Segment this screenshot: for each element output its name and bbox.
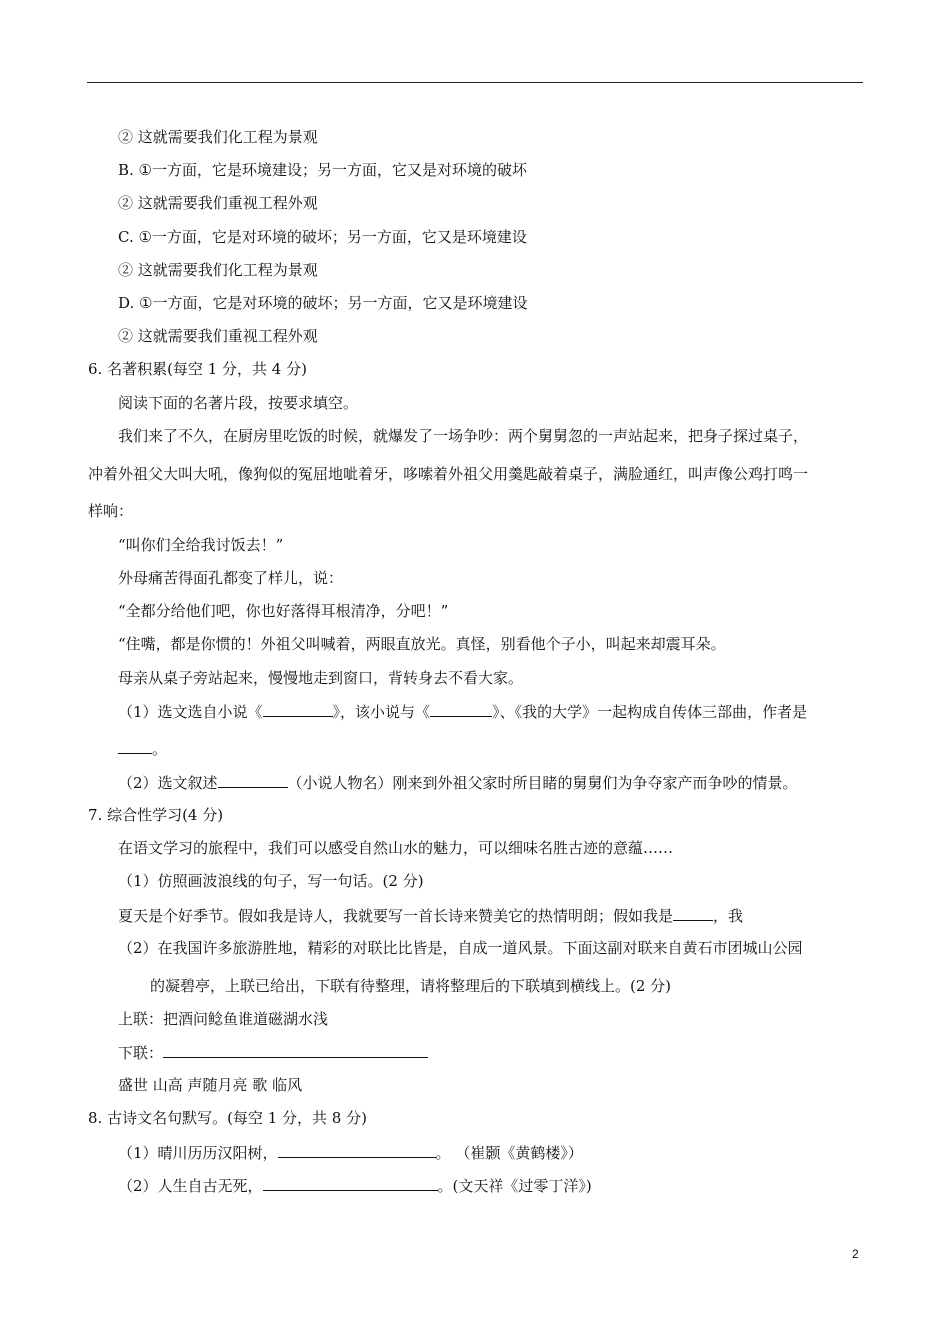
lingdingyang-blank[interactable] xyxy=(263,1175,438,1191)
q7-upper-couplet: 上联：把酒问鲶鱼谁道磁湖水浅 xyxy=(118,1010,329,1028)
q6-sub1-text-b: 》，该小说与《 xyxy=(332,703,431,721)
header-rule xyxy=(87,82,863,83)
lower-couplet-blank[interactable] xyxy=(163,1042,428,1058)
q7-sub2-line2: 的凝碧亭，上联已给出，下联有待整理，请将整理后的下联填到横线上。(2 分) xyxy=(150,977,672,995)
q5-option-a-line2: ② 这就需要我们化工程为景观 xyxy=(118,128,318,146)
q7-summer-text-b: ，我 xyxy=(713,907,744,925)
poet-comparison-blank[interactable] xyxy=(673,905,713,921)
q6-instruction: 阅读下面的名著片段，按要求填空。 xyxy=(118,394,359,412)
q8-s1-text-a: （1）晴川历历汉阳树， xyxy=(118,1144,278,1162)
q6-sub1-text-c: 》、《我的大学》一起构成自传体三部曲，作者是 xyxy=(492,703,808,721)
q7-summer-sentence xyxy=(118,905,743,926)
q6-sub2 xyxy=(118,772,798,793)
q7-sub1: （1）仿照画波浪线的句子，写一句话。(2 分) xyxy=(118,872,424,890)
huanghelou-blank[interactable] xyxy=(278,1142,436,1158)
q5-option-b-line2: ② 这就需要我们重视工程外观 xyxy=(118,194,318,212)
novel-title-blank[interactable] xyxy=(263,701,333,717)
q6-sub2-text-a: （2）选文叙述 xyxy=(118,774,218,792)
q7-word-pool: 盛世 山高 声随月亮 歌 临风 xyxy=(118,1076,303,1094)
q5-option-b-line1: B. ①一方面，它是环境建设；另一方面，它又是对环境的破坏 xyxy=(118,161,528,179)
q6-line-window: 母亲从桌子旁站起来，慢慢地走到窗口，背转身去不看大家。 xyxy=(118,669,524,687)
q6-heading: 6. 名著积累(每空 1 分，共 4 分) xyxy=(88,360,307,378)
character-name-blank[interactable] xyxy=(218,772,288,788)
q6-paragraph-line2: 冲着外祖父大叫大吼，像狗似的冤屈地呲着牙，哆嗦着外祖父用羹匙敲着桌子，满脸通红，叫声像公鸡打鸣一 xyxy=(88,465,809,483)
q7-lower-label: 下联： xyxy=(118,1044,164,1062)
q6-sub1-period: 。 xyxy=(152,740,168,758)
q8-s1-text-b: 。 （崔颢《黄鹤楼》） xyxy=(435,1144,583,1162)
q6-line-mother: 外母痛苦得面孔都变了样儿，说： xyxy=(118,569,344,587)
trilogy-title-blank[interactable] xyxy=(430,701,492,717)
q8-s2-text-b: 。(文天祥《过零丁洋》) xyxy=(437,1177,592,1195)
q8-sentence1 xyxy=(118,1142,583,1163)
q8-s2-text-a: （2）人生自古无死， xyxy=(118,1177,263,1195)
q5-option-d-line2: ② 这就需要我们重视工程外观 xyxy=(118,327,318,345)
page-number: 2 xyxy=(852,1247,859,1261)
q6-paragraph-line3: 样响： xyxy=(88,502,134,520)
q6-sub1-text-a: （1）选文选自小说《 xyxy=(118,703,263,721)
q5-option-d-line1: D. ①一方面，它是对环境的破坏；另一方面，它又是环境建设 xyxy=(118,294,528,312)
q7-intro: 在语文学习的旅程中，我们可以感受自然山水的魅力，可以细味名胜古迹的意蕴…… xyxy=(118,839,674,857)
q8-heading: 8. 古诗文名句默写。(每空 1 分，共 8 分) xyxy=(88,1109,367,1127)
q5-option-c-line2: ② 这就需要我们化工程为景观 xyxy=(118,261,318,279)
q6-quote-grandfather: “叫你们全给我讨饭去！” xyxy=(118,536,284,554)
q6-sub1-end xyxy=(118,738,167,759)
q7-sub2-line1: （2）在我国许多旅游胜地，精彩的对联比比皆是，自成一道风景。下面这副对联来自黄石市团城山公园 xyxy=(118,939,803,957)
q6-sub1 xyxy=(118,701,807,722)
author-blank[interactable] xyxy=(118,738,152,754)
q7-heading: 7. 综合性学习(4 分) xyxy=(88,806,224,824)
q6-sub2-text-b: （小说人物名）刚来到外祖父家时所目睹的舅舅们为争夺家产而争吵的情景。 xyxy=(287,774,798,792)
q5-option-c-line1: C. ①一方面，它是对环境的破坏；另一方面，它又是环境建设 xyxy=(118,228,527,246)
q8-sentence2 xyxy=(118,1175,592,1196)
q7-summer-text-a: 夏天是个好季节。假如我是诗人，我就要写一首长诗来赞美它的热情明朗；假如我是 xyxy=(118,907,674,925)
q6-paragraph-line1: 我们来了不久，在厨房里吃饭的时候，就爆发了一场争吵：两个舅舅忽的一声站起来，把身子探过桌子， xyxy=(118,427,809,445)
q7-lower-couplet xyxy=(118,1042,428,1063)
q6-quote-grandmother: “全都分给他们吧，你也好落得耳根清净，分吧！” xyxy=(118,602,449,620)
q6-quote-shut-up: “住嘴，都是你惯的！外祖父叫喊着，两眼直放光。真怪，别看他个子小，叫起来却震耳朵。 xyxy=(118,635,726,653)
